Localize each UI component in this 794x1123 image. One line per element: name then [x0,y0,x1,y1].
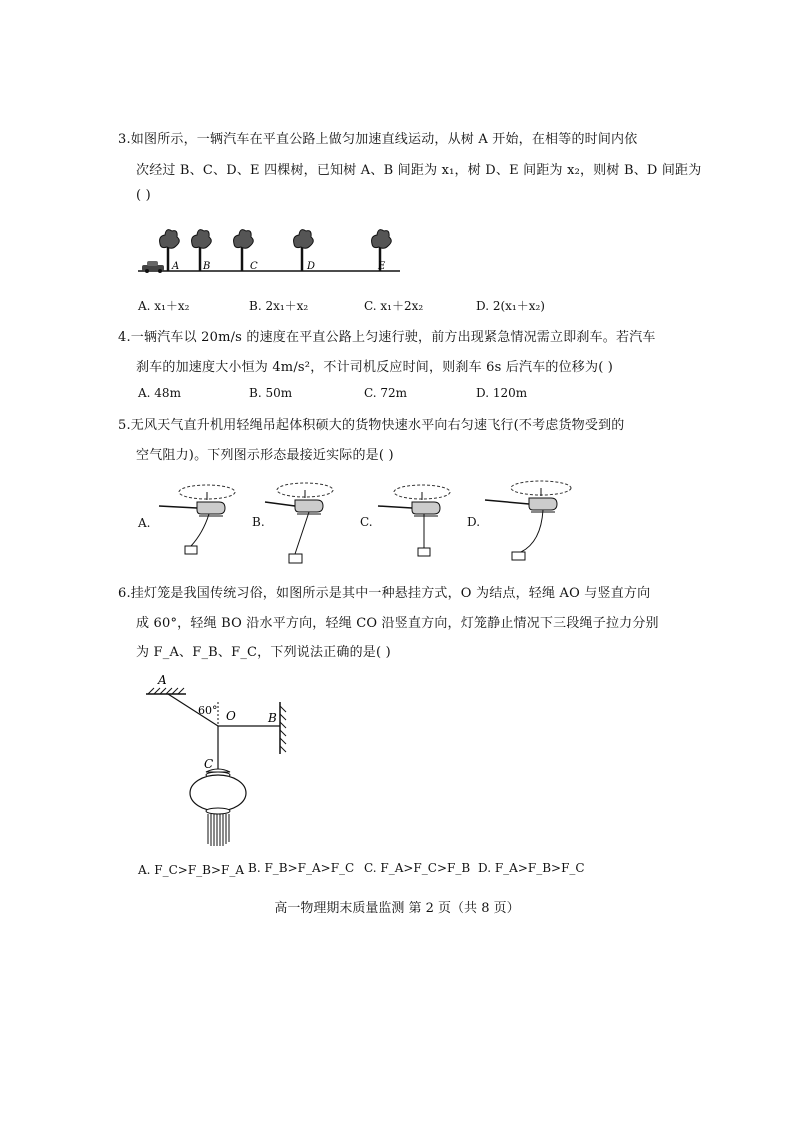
q5-option-d-label: D. [467,515,481,529]
q6-label-b: B [268,711,277,725]
helicopter-a-figure [155,478,245,563]
q4-option-a: A. 48m [138,386,181,400]
q3-option-c: C. x₁＋2x₂ [364,299,424,313]
q3-option-b: B. 2x₁＋x₂ [249,299,309,313]
q3-option-d: D. 2(x₁＋x₂) [476,299,545,313]
q6-option-b: B. F_B>F_A>F_C [248,861,355,875]
q4-option-d: D. 120m [476,386,528,400]
q6-label-a: A [158,673,167,687]
q6-option-a: A. F_C>F_B>F_A [138,863,245,877]
tree-label-d: D [307,261,316,272]
helicopter-d-figure [485,476,580,568]
q5-stem-line1: 5.无风天气直升机用轻绳吊起体积硕大的货物快速水平向右匀速飞行(不考虑货物受到的 [118,418,625,433]
q4-stem-line1: 4.一辆汽车以 20m/s 的速度在平直公路上匀速行驶，前方出现紧急情况需立即刹车。若汽车 [118,330,656,345]
q3-option-a: A. x₁＋x₂ [138,299,190,313]
tree-label-c: C [250,261,258,272]
q6-option-d: D. F_A>F_B>F_C [478,861,585,875]
q3-stem-line2: 次经过 B、C、D、E 四棵树，已知树 A、B 间距为 x₁，树 D、E 间距为 x₂，则树 B、D 间距为 [136,163,702,178]
q6-option-c: C. F_A>F_C>F_B [364,861,471,875]
q5-stem-line2: 空气阻力)。下列图示形态最接近实际的是( ) [136,448,394,463]
q6-label-c: C [204,757,214,771]
q4-stem-line2: 刹车的加速度大小恒为 4m/s²，不计司机反应时间，则刹车 6s 后汽车的位移为( ) [136,360,614,375]
q5-option-b-label: B. [252,515,265,529]
q4-option-b: B. 50m [249,386,293,400]
q6-stem-line2: 成 60°，轻绳 BO 沿水平方向，轻绳 CO 沿竖直方向，灯笼静止情况下三段绳子拉力分别 [136,616,659,631]
tree-label-e: E [378,261,386,272]
q6-label-o: O [226,709,236,723]
page-footer: 高一物理期末质量监测 第 2 页（共 8 页） [274,901,520,916]
q6-stem-line1: 6.挂灯笼是我国传统习俗，如图所示是其中一种悬挂方式，O 为结点，轻绳 AO 与竖直方向 [118,586,651,601]
helicopter-c-figure [378,478,468,563]
helicopter-b-figure [265,478,355,570]
q3-stem-line3: ( ) [136,188,151,203]
q6-label-angle: 60° [198,704,218,717]
q5-option-a-label: A. [138,516,151,530]
q4-option-c: C. 72m [364,386,408,400]
q6-lantern-figure [140,672,310,852]
q5-option-c-label: C. [360,515,373,529]
tree-label-b: B [203,261,211,272]
q3-stem-line1: 3.如图所示，一辆汽车在平直公路上做匀加速直线运动，从树 A 开始，在相等的时间内依 [118,132,638,147]
tree-label-a: A [172,261,180,272]
q6-stem-line3: 为 F_A、F_B、F_C，下列说法正确的是( ) [136,645,391,660]
q3-trees-figure [138,218,408,280]
